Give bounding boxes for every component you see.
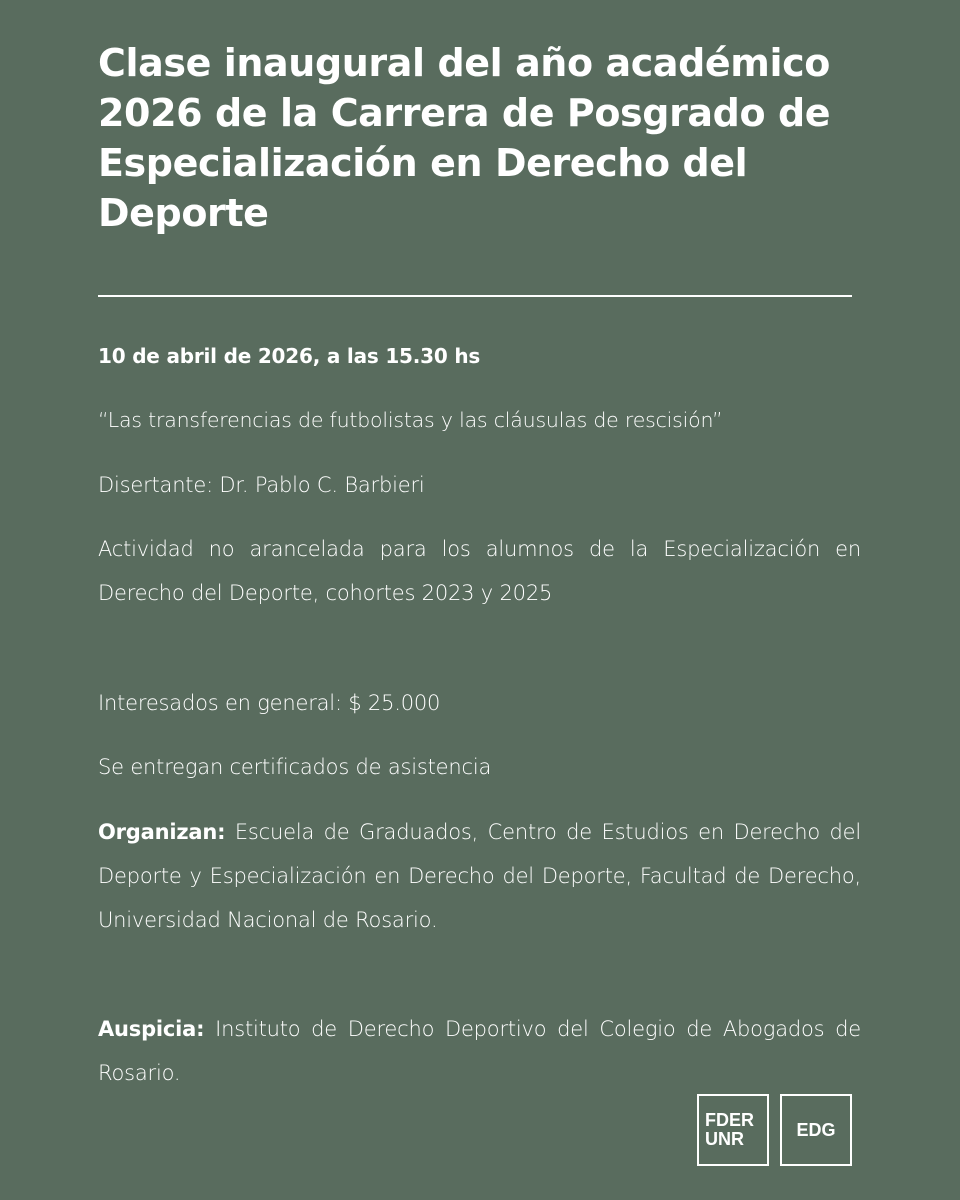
edg-logo bbox=[780, 1094, 852, 1166]
poster-title: Clase inaugural del año académico 2026 de la Carrera de Posgrado de Especialización en Derecho del Deporte bbox=[98, 41, 831, 235]
sponsor-label: Auspicia: bbox=[98, 1017, 205, 1041]
activity-note: Actividad no arancelada para los alumnos de la Especialización en Derecho del Deporte, cohortes 2023 y 2025 bbox=[98, 537, 861, 605]
event-date: 10 de abril de 2026, a las 15.30 hs bbox=[98, 344, 481, 368]
edg-logo-text: EDG bbox=[796, 1119, 836, 1140]
general-fee: Interesados en general: $ 25.000 bbox=[98, 691, 441, 715]
fder-logo-line2: UNR bbox=[705, 1129, 744, 1149]
organizers-label: Organizan: bbox=[98, 820, 226, 844]
sponsor-paragraph bbox=[98, 1007, 861, 1095]
certificates-note: Se entregan certificados de asistencia bbox=[98, 755, 492, 779]
speaker: Disertante: Dr. Pablo C. Barbieri bbox=[98, 473, 425, 497]
title-divider bbox=[98, 295, 852, 297]
organizers-text: Escuela de Graduados, Centro de Estudios en Derecho del Deporte y Especialización en Derecho del Deporte, Facultad de Derecho, Universidad Nacional de Rosario. bbox=[98, 820, 861, 932]
fder-unr-logo bbox=[697, 1094, 769, 1166]
logos bbox=[697, 1094, 852, 1166]
sponsor-text: Instituto de Derecho Deportivo del Colegio de Abogados de Rosario. bbox=[98, 1017, 861, 1085]
fder-logo-line1: FDER bbox=[705, 1110, 754, 1130]
organizers-paragraph bbox=[98, 810, 861, 942]
lecture-title: “Las transferencias de futbolistas y las cláusulas de rescisión” bbox=[98, 408, 723, 432]
